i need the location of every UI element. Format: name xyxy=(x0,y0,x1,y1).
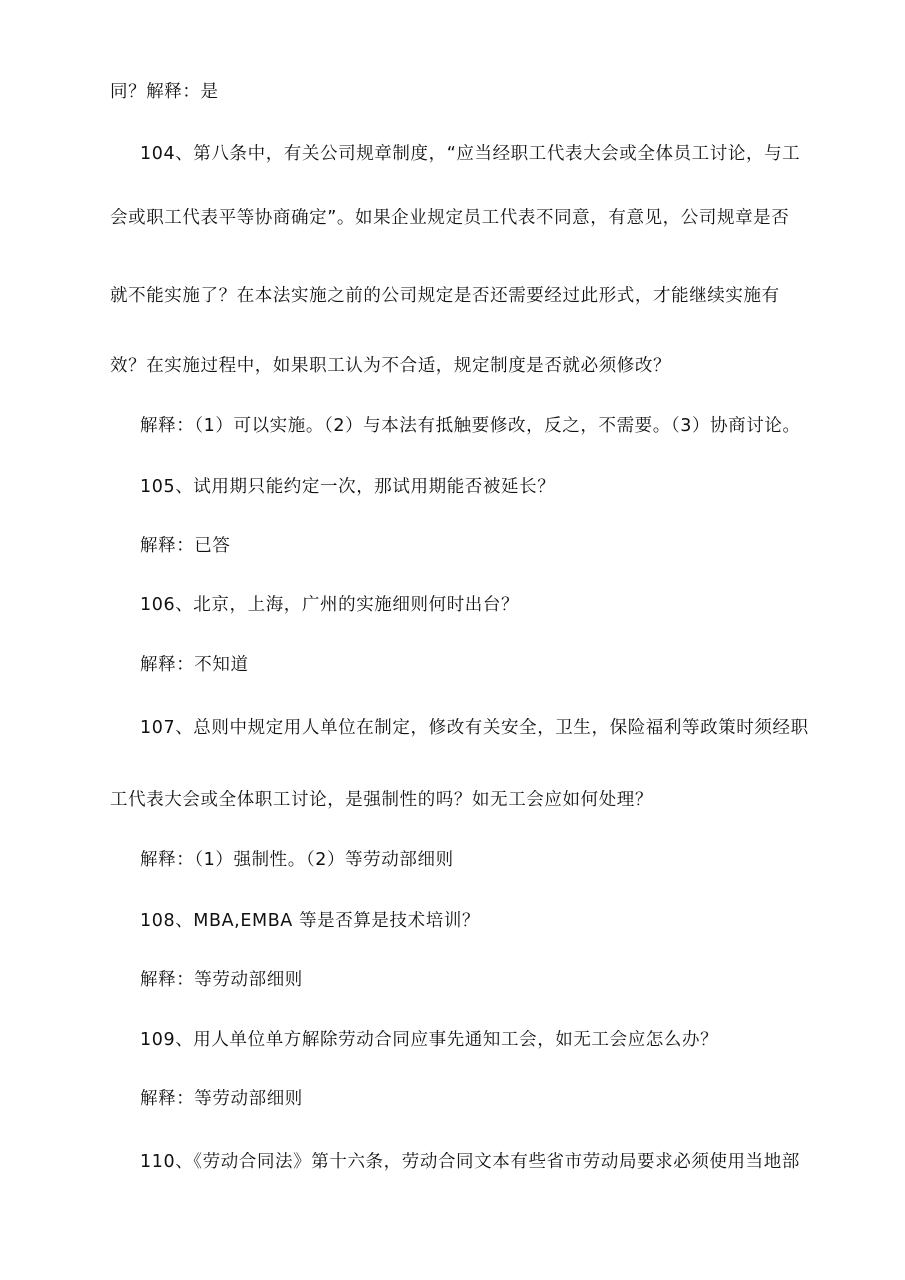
question-106: 106、北京，上海，广州的实施细则何时出台？ xyxy=(140,595,520,615)
text-line-continuation: 同？解释：是 xyxy=(110,82,219,102)
question-105: 105、试用期只能约定一次，那试用期能否被延长？ xyxy=(140,477,556,497)
question-107-line-1: 107、总则中规定用人单位在制定，修改有关安全，卫生，保险福利等政策时须经职 xyxy=(140,718,809,738)
question-108: 108、MBA,EMBA 等是否算是技术培训？ xyxy=(140,911,481,931)
question-104-line-2: 会或职工代表平等协商确定”。如果企业规定员工代表不同意，有意见，公司规章是否 xyxy=(110,208,790,228)
question-104-line-3: 就不能实施了？在本法实施之前的公司规定是否还需要经过此形式，才能继续实施有 xyxy=(110,286,780,306)
question-107-line-2: 工代表大会或全体职工讨论，是强制性的吗？如无工会应如何处理？ xyxy=(110,790,653,810)
answer-104: 解释：（1）可以实施。（2）与本法有抵触要修改，反之，不需要。（3）协商讨论。 xyxy=(140,416,801,436)
question-104-line-1: 104、第八条中，有关公司规章制度，“应当经职工代表大会或全体员工讨论，与工 xyxy=(140,144,801,164)
question-110-line-1: 110、《劳动合同法》第十六条，劳动合同文本有些省市劳动局要求必须使用当地部 xyxy=(140,1152,800,1172)
question-104-line-4: 效？在实施过程中，如果职工认为不合适，规定制度是否就必须修改？ xyxy=(110,356,672,376)
question-109: 109、用人单位单方解除劳动合同应事先通知工会，如无工会应怎么办？ xyxy=(140,1030,719,1050)
answer-107: 解释：（1）强制性。（2）等劳动部细则 xyxy=(140,850,454,870)
answer-109: 解释：等劳动部细则 xyxy=(140,1089,303,1109)
answer-106: 解释：不知道 xyxy=(140,655,249,675)
answer-105: 解释：已答 xyxy=(140,536,231,556)
answer-108: 解释：等劳动部细则 xyxy=(140,970,303,990)
